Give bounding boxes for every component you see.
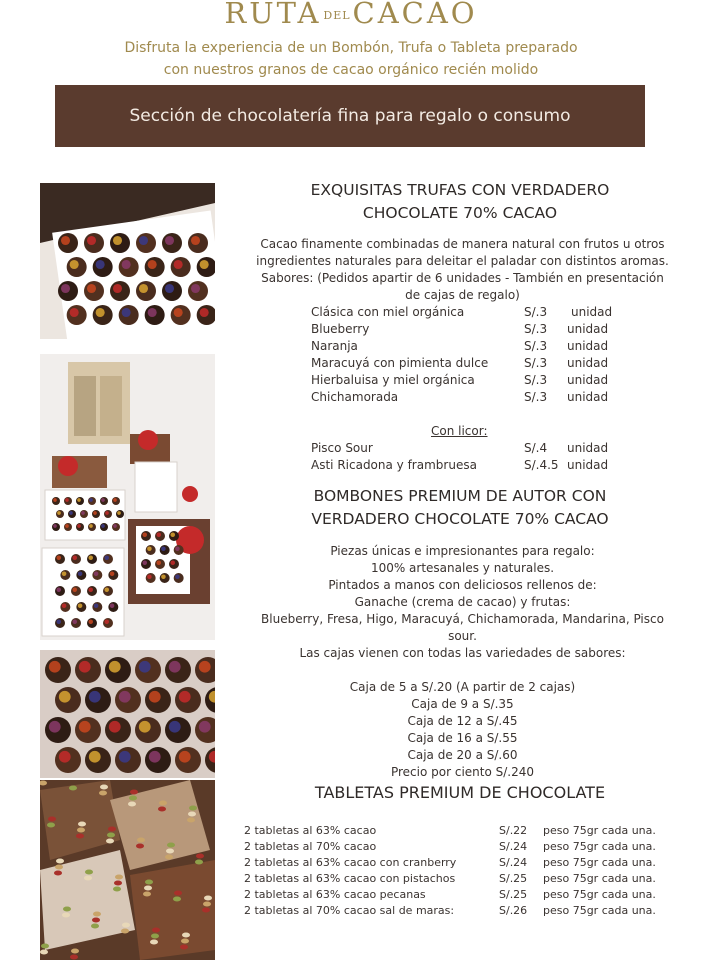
trufas-description-line: ingredientes naturales para deleitar el paladar con distintos aromas. [256,254,669,268]
flavor-unit: unidad [567,441,609,455]
trufas-description-line: Sabores: (Pedidos apartir de 6 unidades - También en presentación [261,271,664,285]
flavor-name: Maracuyá con pimienta dulce [311,356,489,370]
tableta-price: S/.26 [499,904,528,917]
list-item [311,457,631,474]
bombones-description-line: Pintados a manos con deliciosos rellenos de: [328,578,597,592]
logo-word-cacao: CACAO [352,0,478,30]
tabletas-title: TABLETAS PREMIUM DE CHOCOLATE [314,783,606,802]
tableta-name: 2 tabletas al 70% cacao sal de maras: [244,904,455,917]
list-item [244,823,684,839]
trufas-price-list [311,304,631,406]
chocolate-bars-photo [40,780,215,960]
bombones-description-line: Blueberry, Fresa, Higo, Maracuyá, Chichamorada, Mandarina, Pisco [261,612,664,626]
section-banner [55,85,645,147]
list-item [311,440,631,457]
flavor-price: S/.4.5 [524,458,559,472]
tableta-price: S/.24 [499,840,528,853]
flavor-price: S/.3 [524,390,548,404]
flavor-price: S/.3 [524,356,548,370]
licor-price-list [311,440,631,474]
bombones-description-line: sour. [448,629,477,643]
flavor-unit: unidad [571,305,613,319]
tableta-weight: peso 75gr cada una. [543,904,656,917]
flavor-price: S/.3 [524,373,548,387]
flavor-price: S/.3 [524,305,548,319]
logo-word-del: DEL [323,9,351,22]
list-item [311,355,631,372]
tabletas-price-list [244,823,684,919]
tagline-line-1: Disfruta la experiencia de un Bombón, Trufa o Tableta preparado [124,40,578,56]
box-price: Caja de 12 a S/.45 [407,714,518,728]
tableta-price: S/.25 [499,872,528,885]
tableta-price: S/.25 [499,888,528,901]
tableta-name: 2 tabletas al 70% cacao [244,840,377,853]
tableta-weight: peso 75gr cada una. [543,872,656,885]
flavor-name: Blueberry [311,322,370,336]
box-price: Caja de 9 a S/.35 [411,697,514,711]
list-item [311,389,631,406]
flavor-unit: unidad [567,322,609,336]
list-item [311,321,631,338]
flavor-price: S/.3 [524,322,548,336]
bombones-title-line-1: BOMBONES PREMIUM DE AUTOR CON [313,487,607,505]
truffles-photo [40,183,215,339]
flavor-unit: unidad [567,458,609,472]
list-item [244,839,684,855]
bombones-title-line-2: VERDADERO CHOCOLATE 70% CACAO [311,510,609,528]
flavor-unit: unidad [567,339,609,353]
box-price: Caja de 20 a S/.60 [407,748,518,762]
flavor-name: Chichamorada [311,390,399,404]
list-item [244,903,684,919]
list-item [244,887,684,903]
banner-text: Sección de chocolatería fina para regalo o consumo [129,106,571,126]
box-price: Caja de 5 a S/.20 (A partir de 2 cajas) [349,680,576,694]
tableta-price: S/.22 [499,824,528,837]
tableta-name: 2 tabletas al 63% cacao con pistachos [244,872,456,885]
tableta-name: 2 tabletas al 63% cacao con cranberry [244,856,457,869]
flavor-unit: unidad [567,373,609,387]
flavor-name: Clásica con miel orgánica [311,305,465,319]
licor-heading: Con licor: [431,424,488,438]
gift-boxes-photo [40,354,215,640]
bombones-description-line: Piezas únicas e impresionantes para regalo: [330,544,595,558]
flavor-price: S/.3 [524,339,548,353]
bombones-description-line: Ganache (crema de cacao) y frutas: [354,595,571,609]
list-item [311,372,631,389]
tableta-weight: peso 75gr cada una. [543,856,656,869]
trufas-title-line-1: EXQUISITAS TRUFAS CON VERDADERO [310,181,610,199]
box-price: Caja de 16 a S/.55 [407,731,518,745]
flavor-name: Hierbaluisa y miel orgánica [311,373,475,387]
bonbons-photo [40,650,215,778]
bombones-description-line: 100% artesanales y naturales. [370,561,555,575]
list-item [311,304,631,321]
list-item [244,871,684,887]
flavor-unit: unidad [567,390,609,404]
tableta-name: 2 tabletas al 63% cacao pecanas [244,888,426,901]
flavor-name: Asti Ricadona y frambruesa [311,458,477,472]
bombones-description-line: Las cajas vienen con todas las variedades de sabores: [299,646,626,660]
trufas-description-line: de cajas de regalo) [405,288,520,302]
list-item [244,855,684,871]
flavor-unit: unidad [567,356,609,370]
logo-word-ruta: RUTA [224,0,322,30]
flavor-name: Pisco Sour [311,441,373,455]
brand-logo [0,0,702,30]
tableta-weight: peso 75gr cada una. [543,840,656,853]
flavor-name: Naranja [311,339,358,353]
tableta-price: S/.24 [499,856,528,869]
tagline-line-2: con nuestros granos de cacao orgánico recién molido [163,62,539,78]
tableta-weight: peso 75gr cada una. [543,824,656,837]
list-item [311,338,631,355]
tableta-name: 2 tabletas al 63% cacao [244,824,377,837]
box-price: Precio por ciento S/.240 [390,765,535,779]
trufas-description-line: Cacao finamente combinadas de manera natural con frutos u otros [260,237,665,251]
trufas-title-line-2: CHOCOLATE 70% CACAO [362,204,558,222]
tableta-weight: peso 75gr cada una. [543,888,656,901]
flavor-price: S/.4 [524,441,548,455]
